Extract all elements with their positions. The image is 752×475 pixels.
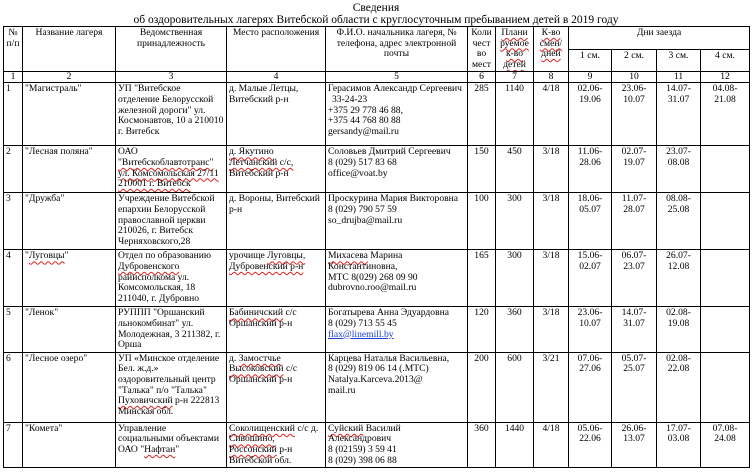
col-num: 8 xyxy=(534,72,569,83)
cell-shift1-dates: 05.06-22.06 xyxy=(569,422,612,467)
cell-name: "Луговцы" xyxy=(23,250,116,307)
cell-planned: 300 xyxy=(496,250,534,307)
cell-name: "Лесное озеро" xyxy=(23,352,116,422)
cell-name: "Ленок" xyxy=(23,307,116,352)
cell-shift1-dates: 07.06-27.06 xyxy=(569,352,612,422)
cell-shift4-dates xyxy=(701,146,750,193)
col-num: 1 xyxy=(4,72,23,83)
cell-shifts: 3/18 xyxy=(534,250,569,307)
cell-shift4-dates xyxy=(701,352,750,422)
cell-shift4-dates xyxy=(701,250,750,307)
cell-num: 6 xyxy=(4,352,23,422)
email-link[interactable]: flax@linemill.by xyxy=(328,328,394,340)
cell-places: 150 xyxy=(468,146,496,193)
cell-location: урочище Луговцы, Дубровенский р-н xyxy=(227,250,326,307)
cell-head: Богатырева Анна Эдуардовна 8 (029) 713 55 45 flax@linemill.by xyxy=(326,307,468,352)
cell-planned: 450 xyxy=(496,146,534,193)
cell-num: 7 xyxy=(4,422,23,467)
table-row xyxy=(4,146,750,193)
table-row xyxy=(4,83,750,146)
cell-shifts: 3/18 xyxy=(534,193,569,250)
cell-shift2-dates: 11.07-28.07 xyxy=(612,193,657,250)
cell-shift2-dates: 06.07-23.07 xyxy=(612,250,657,307)
cell-head: Проскурина Мария Викторовна 8 (029) 790 57 59 so_drujba@mail.ru xyxy=(326,193,468,250)
email-text: gersandy@mail.ru xyxy=(328,125,399,137)
email-text: dubrovno.roo@mail.ru xyxy=(328,282,417,294)
header-name: Название лагеря xyxy=(23,27,116,72)
header-row xyxy=(4,27,750,50)
cell-location: Бабиничский с/с Оршанский р-н xyxy=(227,307,326,352)
cell-places: 165 xyxy=(468,250,496,307)
header-affiliation: Ведомственная принадлежность xyxy=(116,27,227,72)
cell-location: д. Вороны, Витебский р-н xyxy=(227,193,326,250)
cell-location: д. Малые Летцы, Витебский р-н xyxy=(227,83,326,146)
cell-shift3-dates: 17.07-03.08 xyxy=(657,422,701,467)
header-shift2: 2 см. xyxy=(612,49,657,72)
col-num: 5 xyxy=(326,72,468,83)
email-text: Natalya.Karceva.2013@ mail.ru xyxy=(328,373,423,396)
table-row xyxy=(4,352,750,422)
cell-shift2-dates: 14.07-31.07 xyxy=(612,307,657,352)
cell-planned: 600 xyxy=(496,352,534,422)
cell-places: 120 xyxy=(468,307,496,352)
col-num: 6 xyxy=(468,72,496,83)
cell-num: 4 xyxy=(4,250,23,307)
header-places: Коли чест во мест xyxy=(468,27,496,72)
cell-shifts: 4/18 xyxy=(534,422,569,467)
cell-shift3-dates: 14.07-31.07 xyxy=(657,83,701,146)
header-shift1: 1 см. xyxy=(569,49,612,72)
header-shift3: 3 см. xyxy=(657,49,701,72)
table-row xyxy=(4,307,750,352)
title-line-2: об оздоровительных лагерях Витебской области с круглосуточным пребыванием детей в 2019 году xyxy=(133,14,619,26)
cell-location: Соколищенский с/с д. Сивошино, Россонский р-н Витебской обл. xyxy=(227,422,326,467)
header-num: № п/п xyxy=(4,27,23,72)
document-title xyxy=(0,2,752,26)
cell-shift3-dates: 02.08-19.08 xyxy=(657,307,701,352)
cell-name: "Лесная поляна" xyxy=(23,146,116,193)
cell-head: Суйский Василий Александрович 8 (02159) 3 59 41 8 (029) 398 06 88 xyxy=(326,422,468,467)
title-line-1: Сведения xyxy=(352,2,400,14)
cell-location: д. Замостчье Высоковский с/с Оршанский р-н xyxy=(227,352,326,422)
cell-shift3-dates: 26.07-12.08 xyxy=(657,250,701,307)
cell-places: 285 xyxy=(468,83,496,146)
cell-shift2-dates: 05.07-25.07 xyxy=(612,352,657,422)
col-num: 3 xyxy=(116,72,227,83)
cell-affiliation: ОАО "Витебскоблавтотранс" ул. Комсомольская 27/11 210001 г. Витебск xyxy=(116,146,227,193)
cell-num: 3 xyxy=(4,193,23,250)
cell-shift4-dates: 07.08-24.08 xyxy=(701,422,750,467)
col-num: 4 xyxy=(227,72,326,83)
cell-planned: 360 xyxy=(496,307,534,352)
header-shifts: К-во смен/ дней xyxy=(534,27,569,72)
cell-shift1-dates: 15.06-02.07 xyxy=(569,250,612,307)
table-row xyxy=(4,422,750,467)
column-number-row xyxy=(4,72,750,83)
cell-affiliation: Управление социальными объектами ОАО "Нафтан" xyxy=(116,422,227,467)
cell-name: "Дружба" xyxy=(23,193,116,250)
cell-shift1-dates: 23.06-10.07 xyxy=(569,307,612,352)
cell-head: Карцева Наталья Васильевна, 8 (029) 819 06 14 (.МТС) Natalya.Karceva.2013@ mail.ru xyxy=(326,352,468,422)
cell-planned: 1440 xyxy=(496,422,534,467)
header-shift4: 4 см. xyxy=(701,49,750,72)
col-num: 9 xyxy=(569,72,612,83)
cell-head: Герасимов Александр Сергеевич 33-24-23 +375 29 778 46 88, +375 44 768 80 88 gersandy@mail.ru xyxy=(326,83,468,146)
cell-shift4-dates xyxy=(701,307,750,352)
cell-shifts: 4/18 xyxy=(534,83,569,146)
cell-planned: 1140 xyxy=(496,83,534,146)
cell-shift3-dates: 23.07-08.08 xyxy=(657,146,701,193)
header-head: Ф.И.О. начальника лагеря, № телефона, адрес электронной почты xyxy=(326,27,468,72)
cell-places: 360 xyxy=(468,422,496,467)
cell-affiliation: РУППП "Оршанский льнокомбинат" ул. Молодежная, 3 211382, г. Орша xyxy=(116,307,227,352)
cell-shift1-dates: 18.06-05.07 xyxy=(569,193,612,250)
col-num: 10 xyxy=(612,72,657,83)
cell-shift3-dates: 02.08-22.08 xyxy=(657,352,701,422)
header-planned: Плани руемое к-во детей xyxy=(496,27,534,72)
header-location: Место расположения xyxy=(227,27,326,72)
cell-shift3-dates: 08.08-25.08 xyxy=(657,193,701,250)
cell-shift1-dates: 11.06-28.06 xyxy=(569,146,612,193)
cell-shift2-dates: 23.06-10.07 xyxy=(612,83,657,146)
col-num: 11 xyxy=(657,72,701,83)
cell-head: Соловьев Дмитрий Сергеевич 8 (029) 517 83 68 office@voat.by xyxy=(326,146,468,193)
cell-shifts: 3/21 xyxy=(534,352,569,422)
email-text: so_drujba@mail.ru xyxy=(328,214,403,226)
table-row xyxy=(4,193,750,250)
cell-places: 200 xyxy=(468,352,496,422)
col-num: 2 xyxy=(23,72,116,83)
header-days: Дни заезда xyxy=(569,27,750,50)
cell-shifts: 3/18 xyxy=(534,307,569,352)
cell-num: 2 xyxy=(4,146,23,193)
camps-table xyxy=(3,26,750,468)
cell-name: "Магистраль" xyxy=(23,83,116,146)
table-row xyxy=(4,250,750,307)
col-num: 12 xyxy=(701,72,750,83)
cell-affiliation: УП «Минское отделение Бел. ж.д.» оздоровительный центр "Талька" п/о "Талька" Пуховичский р-н 222813 Минская обл. xyxy=(116,352,227,422)
cell-affiliation: Отдел по образованию Дубровенского райисполкома ул. Комсомольская, 18 211040, г. Дубровно xyxy=(116,250,227,307)
cell-shift4-dates xyxy=(701,193,750,250)
cell-num: 5 xyxy=(4,307,23,352)
cell-shift4-dates: 04.08-21.08 xyxy=(701,83,750,146)
cell-name: "Комета" xyxy=(23,422,116,467)
cell-affiliation: Учреждение Витебской епархии Белорусской православной церкви 210026, г. Витебск Черняховского,28 xyxy=(116,193,227,250)
cell-head: Михасева Марина Константиновна, МТС 8(029) 268 09 90 dubrovno.roo@mail.ru xyxy=(326,250,468,307)
email-text: office@voat.by xyxy=(328,167,388,179)
cell-shift2-dates: 02.07-19.07 xyxy=(612,146,657,193)
cell-shift1-dates: 02.06-19.06 xyxy=(569,83,612,146)
cell-places: 100 xyxy=(468,193,496,250)
cell-shifts: 3/18 xyxy=(534,146,569,193)
cell-affiliation: УП "Витебское отделение Белорусской железной дороги" ул. Космонавтов, 10 а 210010 г. Витебск xyxy=(116,83,227,146)
col-num: 7 xyxy=(496,72,534,83)
cell-num: 1 xyxy=(4,83,23,146)
cell-planned: 300 xyxy=(496,193,534,250)
cell-shift2-dates: 26.06-13.07 xyxy=(612,422,657,467)
cell-location: д. Якутино Летчанский с/с, Витебский р-н xyxy=(227,146,326,193)
